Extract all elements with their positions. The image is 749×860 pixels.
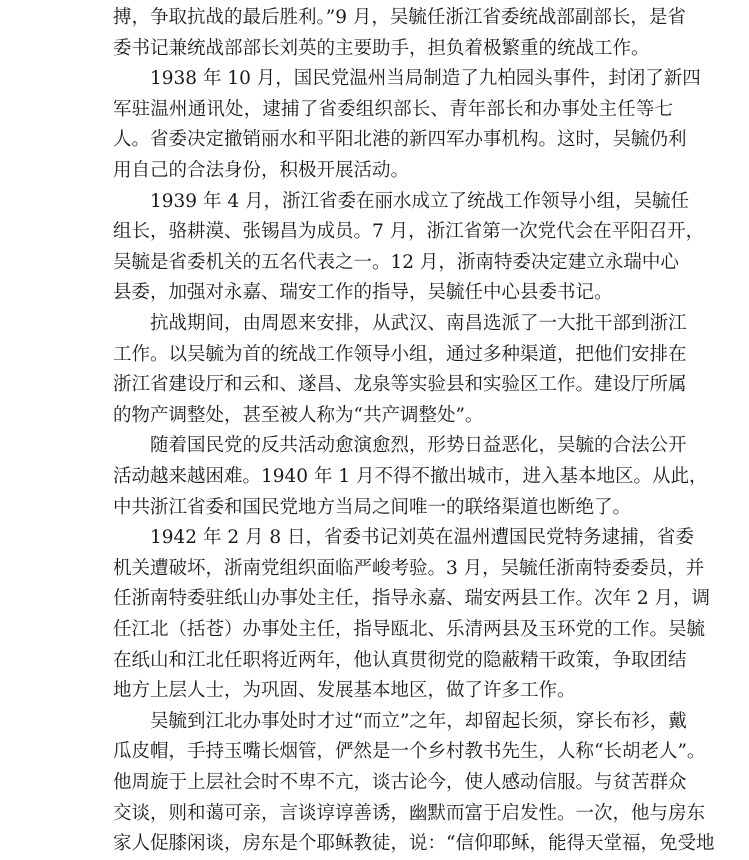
text-line: 县委，加强对永嘉、瑞安工作的指导，吴毓任中心县委书记。 (113, 282, 613, 304)
text-line: 人。省委决定撤销丽水和平阳北港的新四军办事机构。这时，吴毓仍利 (113, 129, 687, 151)
text-line: 交谈，则和蔼可亲，言谈谆谆善诱，幽默而富于启发性。一次，他与房东 (113, 802, 706, 824)
text-line: 浙江省建设厅和云和、遂昌、龙泉等实验县和实验区工作。建设厅所属 (113, 374, 687, 396)
text-line: 机关遭破坏，浙南党组织面临严峻考验。3 月，吴毓任浙南特委委员，并 (113, 557, 705, 579)
text-line: 的物产调整处，甚至被人称为“共产调整处”。 (113, 404, 484, 426)
text-line: 委书记兼统战部部长刘英的主要助手，担负着极繁重的统战工作。 (113, 37, 650, 59)
text-line: 吴毓到江北办事处时才过“而立”之年，却留起长须，穿长布衫，戴 (150, 710, 687, 732)
text-line: 用自己的合法身份，积极开展活动。 (113, 160, 410, 181)
text-line: 瓜皮帽，手持玉嘴长烟管，俨然是一个乡村教书先生，人称“长胡老人”。 (113, 741, 706, 763)
text-line: 任浙南特委驻纸山办事处主任，指导永嘉、瑞安两县工作。次年 2 月，调 (113, 588, 711, 610)
text-line: 抗战期间，由周恩来安排，从武汉、南昌选派了一大批干部到浙江 (150, 313, 687, 334)
text-line: 吴毓是省委机关的五名代表之一。12 月，浙南特委决定建立永瑞中心 (113, 251, 679, 273)
text-line: 在纸山和江北任职将近两年，他认真贯彻党的隐蔽精干政策，争取团结 (113, 649, 687, 671)
text-line: 地方上层人士，为巩固、发展基本地区，做了许多工作。 (113, 680, 576, 702)
text-line: 活动越来越困难。1940 年 1 月不得不撤出城市，进入基本地区。从此， (113, 466, 708, 487)
text-line: 家人促膝闲谈，房东是个耶稣教徒，说：“信仰耶稣，能得天堂福，免受地 (113, 833, 715, 855)
text-line: 1939 年 4 月，浙江省委在丽水成立了统战工作领导小组，吴毓任 (150, 190, 689, 212)
text-line: 搏，争取抗战的最后胜利。”9 月，吴毓任浙江省委统战部副部长，是省 (113, 7, 686, 28)
text-line: 1942 年 2 月 8 日，省委书记刘英在温州遭国民党特务逮捕，省委 (150, 527, 695, 549)
text-line: 工作。以吴毓为首的统战工作领导小组，通过多种渠道，把他们安排在 (113, 343, 687, 365)
text-line: 1938 年 10 月，国民党温州当局制造了九柏园头事件，封闭了新四 (150, 68, 701, 90)
text-line: 随着国民党的反共活动愈演愈烈，形势日益恶化，吴毓的合法公开 (150, 435, 687, 457)
text-line: 军驻温州通讯处，逮捕了省委组织部长、青年部长和办事处主任等七 (113, 98, 673, 120)
text-line: 任江北（括苍）办事处主任，指导瓯北、乐清两县及玉环党的工作。吴毓 (113, 619, 706, 640)
text-line: 他周旋于上层社会时不卑不亢，谈古论今，使人感动信服。与贫苦群众 (113, 772, 687, 793)
text-line: 组长，骆耕漠、张锡昌为成员。7 月，浙江省第一次党代会在平阳召开， (113, 221, 705, 243)
text-line: 中共浙江省委和国民党地方当局之间唯一的联络渠道也断绝了。 (113, 496, 632, 518)
